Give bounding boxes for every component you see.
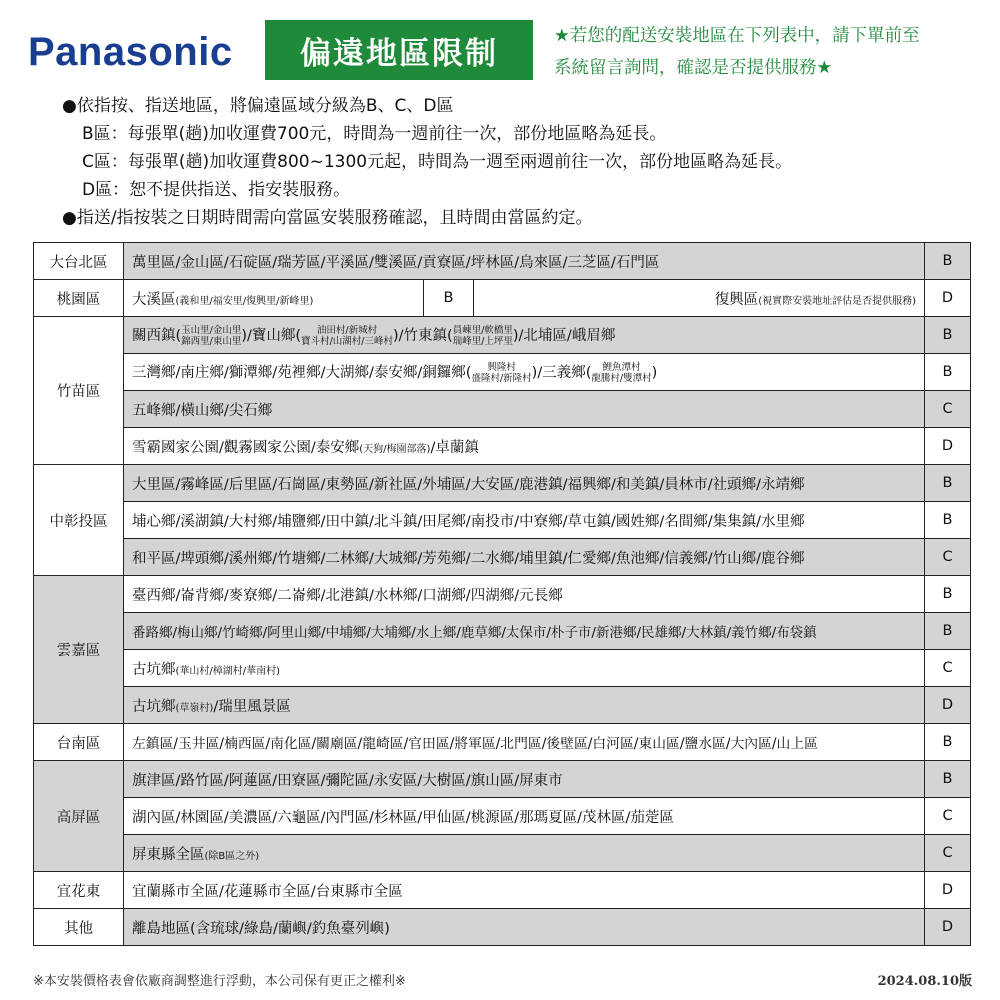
area-list: 宜蘭縣市全區/花蓮縣市全區/台東縣市全區 (124, 872, 925, 909)
grade-cell: B (925, 502, 971, 539)
grade-cell: B (925, 613, 971, 650)
region-zhumiao: 竹苗區 (34, 317, 124, 465)
region-tainan: 台南區 (34, 724, 124, 761)
area-note: (草嶺村) (175, 702, 214, 714)
rule-c: C區：每張單(趟)加收運費800~1300元起，時間為一週至兩週前往一次，部份地區略為延長。 (82, 152, 793, 172)
grade-cell: C (925, 798, 971, 835)
region-zhongzhangtou: 中彰投區 (34, 465, 124, 576)
panasonic-logo: Panasonic (28, 30, 233, 74)
area-list: 番路鄉/梅山鄉/竹崎鄉/阿里山鄉/中埔鄉/大埔鄉/水上鄉/鹿草鄉/太保市/朴子市/新港鄉/民雄鄉/大林鎮/義竹鄉/布袋鎮 (124, 613, 925, 650)
table-row (34, 909, 971, 946)
grade-cell: D (925, 280, 971, 317)
area-text: 三灣鄉/南庄鄉/獅潭鄉/苑裡鄉/大湖鄉/泰安鄉/銅鑼鄉( (132, 364, 472, 381)
region-taoyuan: 桃園區 (34, 280, 124, 317)
grade-cell: D (925, 687, 971, 724)
area-list (124, 687, 925, 724)
area-main: 古坑鄉 (132, 698, 176, 715)
area-text: )/北埔區/峨眉鄉 (512, 327, 616, 344)
area-main: 大溪區 (132, 291, 176, 308)
area-list (124, 317, 925, 354)
page-title: 偏遠地區限制 (265, 20, 533, 80)
grade-cell: D (925, 872, 971, 909)
grade-cell: C (925, 391, 971, 428)
area-main: 屏東縣全區 (132, 846, 205, 863)
grade-cell: B (925, 761, 971, 798)
table-row (34, 724, 971, 761)
area-main: 復興區 (714, 291, 759, 308)
table-row (34, 539, 971, 576)
grade-cell: B (424, 280, 474, 317)
table-row (34, 798, 971, 835)
area-text: 關西鎮( (132, 327, 182, 344)
rule-schedule: ●指送/指按裝之日期時間需向當區安裝服務確認，且時間由當區約定。 (62, 208, 593, 228)
area-text: )/三義鄉( (531, 364, 592, 381)
village-line: 龍騰村/雙潭村 (591, 372, 652, 384)
area-list (124, 428, 925, 465)
area-list (124, 354, 925, 391)
region-yunjia: 雲嘉區 (34, 576, 124, 724)
village-line: 寶斗村/山湖村/三峰村 (301, 335, 393, 347)
village-line: 錦西里/東山里 (181, 335, 242, 347)
area-note: (華山村/樟湖村/華南村) (175, 665, 281, 677)
grade-cell: B (925, 317, 971, 354)
area-list (474, 280, 925, 317)
village-stack (591, 362, 651, 384)
area-list: 萬里區/金山區/石碇區/瑞芳區/平溪區/雙溪區/貢寮區/坪林區/烏來區/三芝區/石門區 (124, 243, 925, 280)
table-row (34, 872, 971, 909)
area-main: 雪霸國家公園/觀霧國家公園/泰安鄉 (132, 439, 360, 456)
area-list: 旗津區/路竹區/阿蓮區/田寮區/彌陀區/永安區/大樹區/旗山區/屏東市 (124, 761, 925, 798)
area-list: 大里區/霧峰區/后里區/石崗區/東勢區/新社區/外埔區/大安區/鹿港鎮/福興鄉/和美鎮/員林市/社頭鄉/永靖鄉 (124, 465, 925, 502)
grade-cell: B (925, 243, 971, 280)
disclaimer: ※本安裝價格表會依廠商調整進行浮動，本公司保有更正之權利※ (33, 974, 406, 989)
area-note: (天狗/梅園部落) (359, 443, 431, 455)
area-list: 左鎮區/玉井區/楠西區/南化區/關廟區/龍崎區/官田區/將軍區/北門區/後壁區/白河區/東山區/鹽水區/大內區/山上區 (124, 724, 925, 761)
area-note: (除B區之外) (204, 850, 260, 862)
area-note: (視實際安裝地址評估是否提供服務) (758, 295, 916, 307)
grade-cell: D (925, 909, 971, 946)
rule-d: D區：恕不提供指送、指安裝服務。 (82, 180, 351, 200)
grade-cell: B (925, 465, 971, 502)
village-stack (471, 362, 531, 384)
grade-cell: C (925, 835, 971, 872)
grade-cell: B (925, 724, 971, 761)
region-yihuadong: 宜花東 (34, 872, 124, 909)
table-row (34, 243, 971, 280)
region-taipei: 大台北區 (34, 243, 124, 280)
table-row (34, 502, 971, 539)
grade-cell: B (925, 576, 971, 613)
village-line: 玉山里/金山里 (181, 324, 242, 336)
table-row (34, 613, 971, 650)
village-line: 員崠里/軟橋里 (452, 324, 513, 336)
area-text: )/竹東鎮( (392, 327, 453, 344)
grade-cell: C (925, 539, 971, 576)
village-line: 鯉魚潭村 (602, 361, 641, 373)
area-list: 和平區/埤頭鄉/溪州鄉/竹塘鄉/二林鄉/大城鄉/芳苑鄉/二水鄉/埔里鎮/仁愛鄉/魚池鄉/信義鄉/竹山鄉/鹿谷鄉 (124, 539, 925, 576)
table-row (34, 465, 971, 502)
area-text: )/寶山鄉( (241, 327, 302, 344)
village-line: 瑞峰里/上坪里 (452, 335, 513, 347)
village-line: 盛隆村/新隆村 (471, 372, 532, 384)
area-list: 湖內區/林園區/美濃區/六龜區/內門區/杉林區/甲仙區/桃源區/那瑪夏區/茂林區/茄萣區 (124, 798, 925, 835)
village-line: 興隆村 (487, 361, 516, 373)
table-row (34, 354, 971, 391)
area-text: ) (651, 364, 658, 381)
notice (554, 20, 994, 84)
table-row (34, 391, 971, 428)
region-other: 其他 (34, 909, 124, 946)
grade-cell: B (925, 354, 971, 391)
table-row (34, 687, 971, 724)
area-list (124, 650, 925, 687)
village-stack (301, 325, 393, 347)
notice-line-2: 系統留言詢問，確認是否提供服務★ (554, 58, 833, 78)
area-list: 離島地區(含琉球/綠島/蘭嶼/釣魚臺列嶼) (124, 909, 925, 946)
area-list (124, 280, 424, 317)
area-list (124, 835, 925, 872)
rules-section (62, 92, 792, 232)
table-row (34, 650, 971, 687)
table-row (34, 835, 971, 872)
village-stack (181, 325, 241, 347)
area-text: /瑞里風景區 (213, 698, 291, 715)
area-list: 埔心鄉/溪湖鎮/大村鄉/埔鹽鄉/田中鎮/北斗鎮/田尾鄉/南投市/中寮鄉/草屯鎮/國姓鄉/名間鄉/集集鎮/水里鄉 (124, 502, 925, 539)
area-list: 五峰鄉/橫山鄉/尖石鄉 (124, 391, 925, 428)
remote-area-table (33, 242, 971, 946)
version-label: 2024.08.10版 (877, 974, 972, 989)
area-note: (義和里/福安里/復興里/新峰里) (175, 295, 314, 307)
rule-b: B區：每張單(趟)加收運費700元，時間為一週前往一次，部份地區略為延長。 (82, 124, 667, 144)
table-row (34, 576, 971, 613)
area-text: /卓蘭鎮 (430, 439, 479, 456)
region-gaoping: 高屏區 (34, 761, 124, 872)
village-stack (453, 325, 513, 347)
notice-line-1: ★若您的配送安裝地區在下列表中，請下單前至 (554, 26, 920, 46)
table-row (34, 317, 971, 354)
grade-cell: C (925, 650, 971, 687)
area-list: 臺西鄉/崙背鄉/麥寮鄉/二崙鄉/北港鎮/水林鄉/口湖鄉/四湖鄉/元長鄉 (124, 576, 925, 613)
grade-cell: D (925, 428, 971, 465)
table-row (34, 280, 971, 317)
area-main: 古坑鄉 (132, 661, 176, 678)
table-row (34, 761, 971, 798)
village-line: 油田村/新城村 (316, 324, 378, 336)
rule-grading: ●依指按、指送地區，將偏遠區域分級為B、C、D區 (62, 96, 454, 116)
table-row (34, 428, 971, 465)
